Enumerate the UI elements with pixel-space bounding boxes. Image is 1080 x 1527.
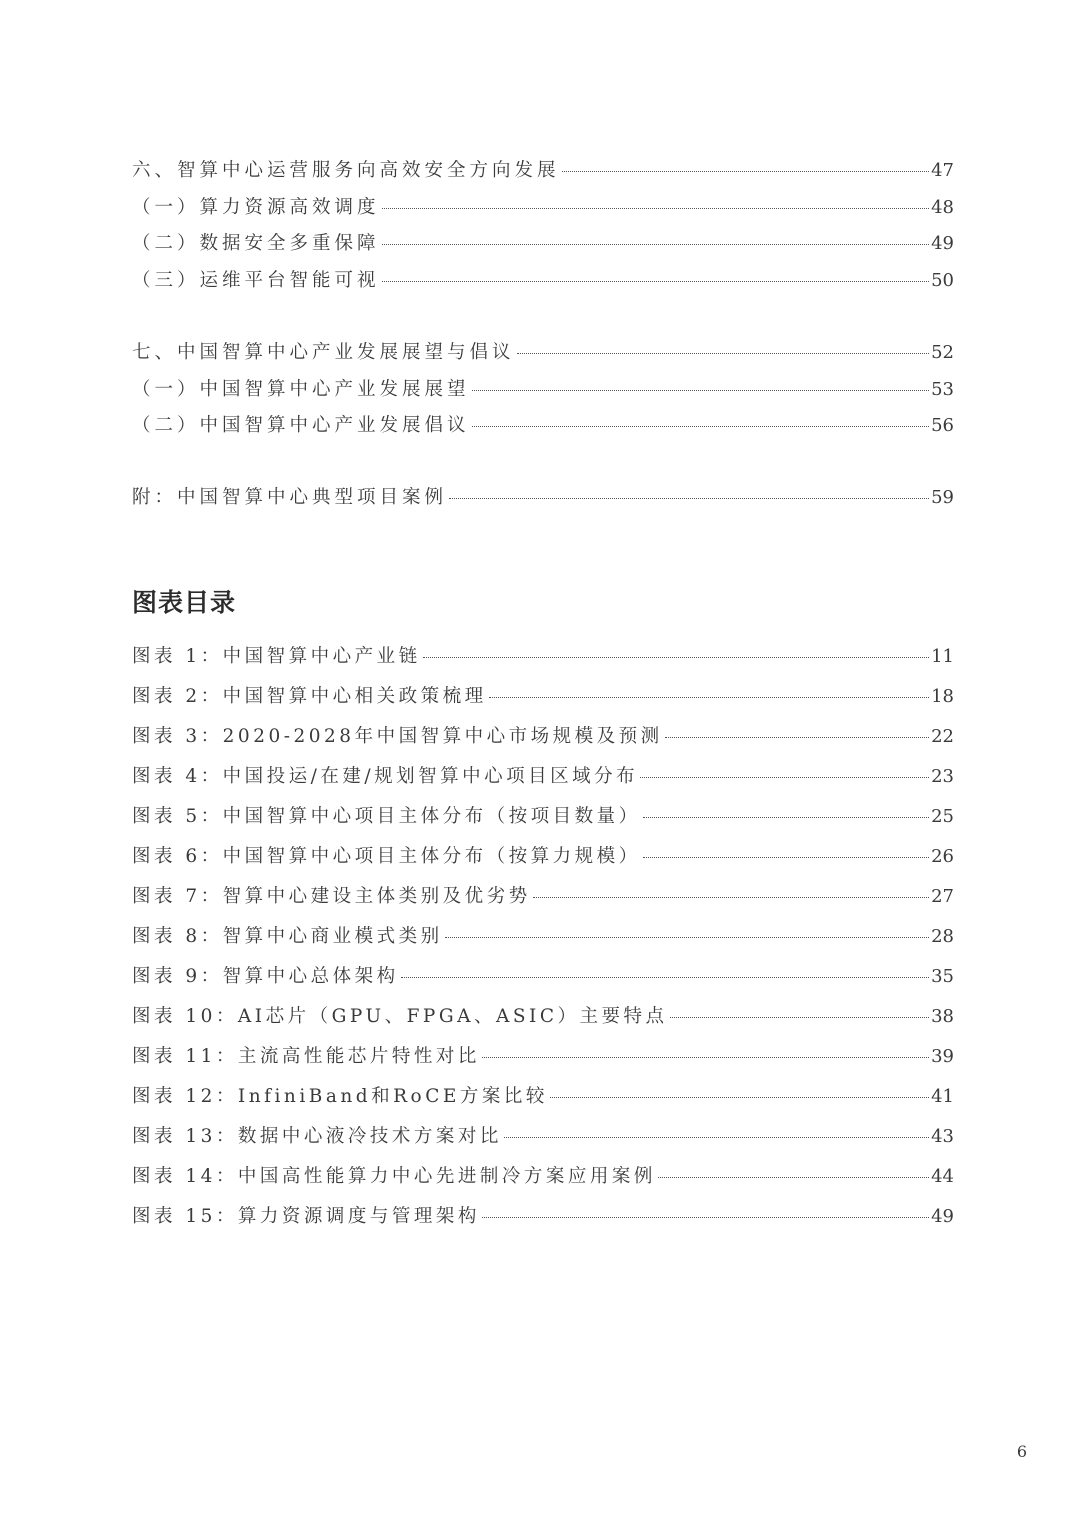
toc-entry[interactable] [132,193,954,230]
dot-leader [550,1097,929,1098]
figure-entry-label: 图表 1：中国智算中心产业链 [132,646,421,667]
figure-entry-page: 41 [931,1086,954,1107]
figure-entry-label: 图表 6：中国智算中心项目主体分布（按算力规模） [132,846,641,867]
figure-entry-page: 27 [931,886,954,907]
toc-entry-page: 48 [931,196,954,218]
dot-leader [472,426,930,427]
toc-entry[interactable] [132,229,954,266]
toc-entry-page: 53 [931,378,954,400]
dot-leader [533,897,929,898]
figure-entry-label: 图表 5：中国智算中心项目主体分布（按项目数量） [132,806,641,827]
dot-leader [504,1137,929,1138]
figure-entry-label: 图表 7：智算中心建设主体类别及优劣势 [132,886,531,907]
figure-entry[interactable] [132,922,954,962]
dot-leader [449,498,929,499]
dot-leader [665,737,930,738]
figures-list-title: 图表目录 [132,588,237,617]
figure-entry-page: 39 [931,1046,954,1067]
dot-leader [643,857,929,858]
figure-entry-page: 35 [931,966,954,987]
dot-leader [382,208,930,209]
dot-leader [489,697,929,698]
figure-entry-page: 44 [931,1166,954,1187]
figure-entry-page: 38 [931,1006,954,1027]
page-number: 6 [1016,1442,1027,1461]
dot-leader [401,977,929,978]
dot-leader [445,937,929,938]
figure-entry-page: 22 [931,726,954,747]
toc-entry-label: （二）数据安全多重保障 [132,233,380,254]
figure-entry[interactable] [132,962,954,1002]
figure-entry-page: 43 [931,1126,954,1147]
figure-entry-label: 图表 12：InfiniBand和RoCE方案比较 [132,1086,548,1107]
figure-entry-page: 28 [931,926,954,947]
figure-entry[interactable] [132,882,954,922]
figure-entry[interactable] [132,1082,954,1122]
figure-entry[interactable] [132,722,954,762]
figure-entry[interactable] [132,642,954,682]
dot-leader [423,657,929,658]
dot-leader [643,817,929,818]
dot-leader [482,1057,929,1058]
dot-leader [482,1217,929,1218]
figure-entry[interactable] [132,1002,954,1042]
toc-entry[interactable] [132,375,954,412]
figure-entry-page: 11 [931,646,954,667]
figure-entry-label: 图表 8：智算中心商业模式类别 [132,926,443,947]
figure-entry-label: 图表 15：算力资源调度与管理架构 [132,1206,480,1227]
toc-entry-page: 56 [931,415,954,436]
figure-entry[interactable] [132,842,954,882]
toc-appendix [132,483,954,520]
toc-entry-label: 六、智算中心运营服务向高效安全方向发展 [132,160,560,181]
toc-entry[interactable] [132,266,954,303]
figure-entry[interactable] [132,682,954,722]
toc-entry-page: 50 [931,269,954,291]
toc-entry-label: （一）算力资源高效调度 [132,196,380,218]
toc-entry-page: 52 [931,342,954,363]
figure-entry-label: 图表 14：中国高性能算力中心先进制冷方案应用案例 [132,1166,656,1187]
toc-entry[interactable] [132,338,954,375]
figure-entry-label: 图表 13：数据中心液冷技术方案对比 [132,1126,502,1147]
dot-leader [640,777,929,778]
toc-section-6 [132,156,954,302]
figure-entry-label: 图表 3：2020-2028年中国智算中心市场规模及预测 [132,726,663,747]
figure-entry[interactable] [132,1162,954,1202]
toc-entry-label: 七、中国智算中心产业发展展望与倡议 [132,342,515,363]
figure-entry-page: 23 [931,766,954,787]
figures-list [132,642,954,1242]
toc-entry[interactable] [132,156,954,193]
toc-entry-page: 59 [931,487,954,508]
toc-section-7 [132,338,954,448]
figure-entry[interactable] [132,802,954,842]
toc-entry-page: 49 [931,233,954,254]
toc-entry-label: （三）运维平台智能可视 [132,269,380,291]
figure-entry-label: 图表 10：AI芯片（GPU、FPGA、ASIC）主要特点 [132,1006,668,1027]
toc-entry-page: 47 [931,160,954,181]
toc-entry[interactable] [132,483,954,520]
dot-leader [562,171,930,172]
toc-entry-label: 附：中国智算中心典型项目案例 [132,487,448,508]
figure-entry[interactable] [132,1122,954,1162]
toc-entry[interactable] [132,411,954,448]
figure-entry-label: 图表 11：主流高性能芯片特性对比 [132,1046,480,1067]
dot-leader [517,353,930,354]
figure-entry-label: 图表 4：中国投运/在建/规划智算中心项目区域分布 [132,766,639,787]
dot-leader [658,1177,929,1178]
dot-leader [382,281,930,282]
dot-leader [472,390,930,391]
figure-entry-page: 25 [931,806,954,827]
figure-entry-page: 18 [931,686,954,707]
figure-entry[interactable] [132,1202,954,1242]
figure-entry-label: 图表 2：中国智算中心相关政策梳理 [132,686,487,707]
dot-leader [382,244,930,245]
dot-leader [670,1017,930,1018]
toc-entry-label: （一）中国智算中心产业发展展望 [132,378,470,400]
figure-entry[interactable] [132,762,954,802]
figure-entry-label: 图表 9：智算中心总体架构 [132,966,399,987]
figure-entry-page: 26 [931,846,954,867]
toc-entry-label: （二）中国智算中心产业发展倡议 [132,415,470,436]
figure-entry[interactable] [132,1042,954,1082]
figure-entry-page: 49 [931,1206,954,1227]
